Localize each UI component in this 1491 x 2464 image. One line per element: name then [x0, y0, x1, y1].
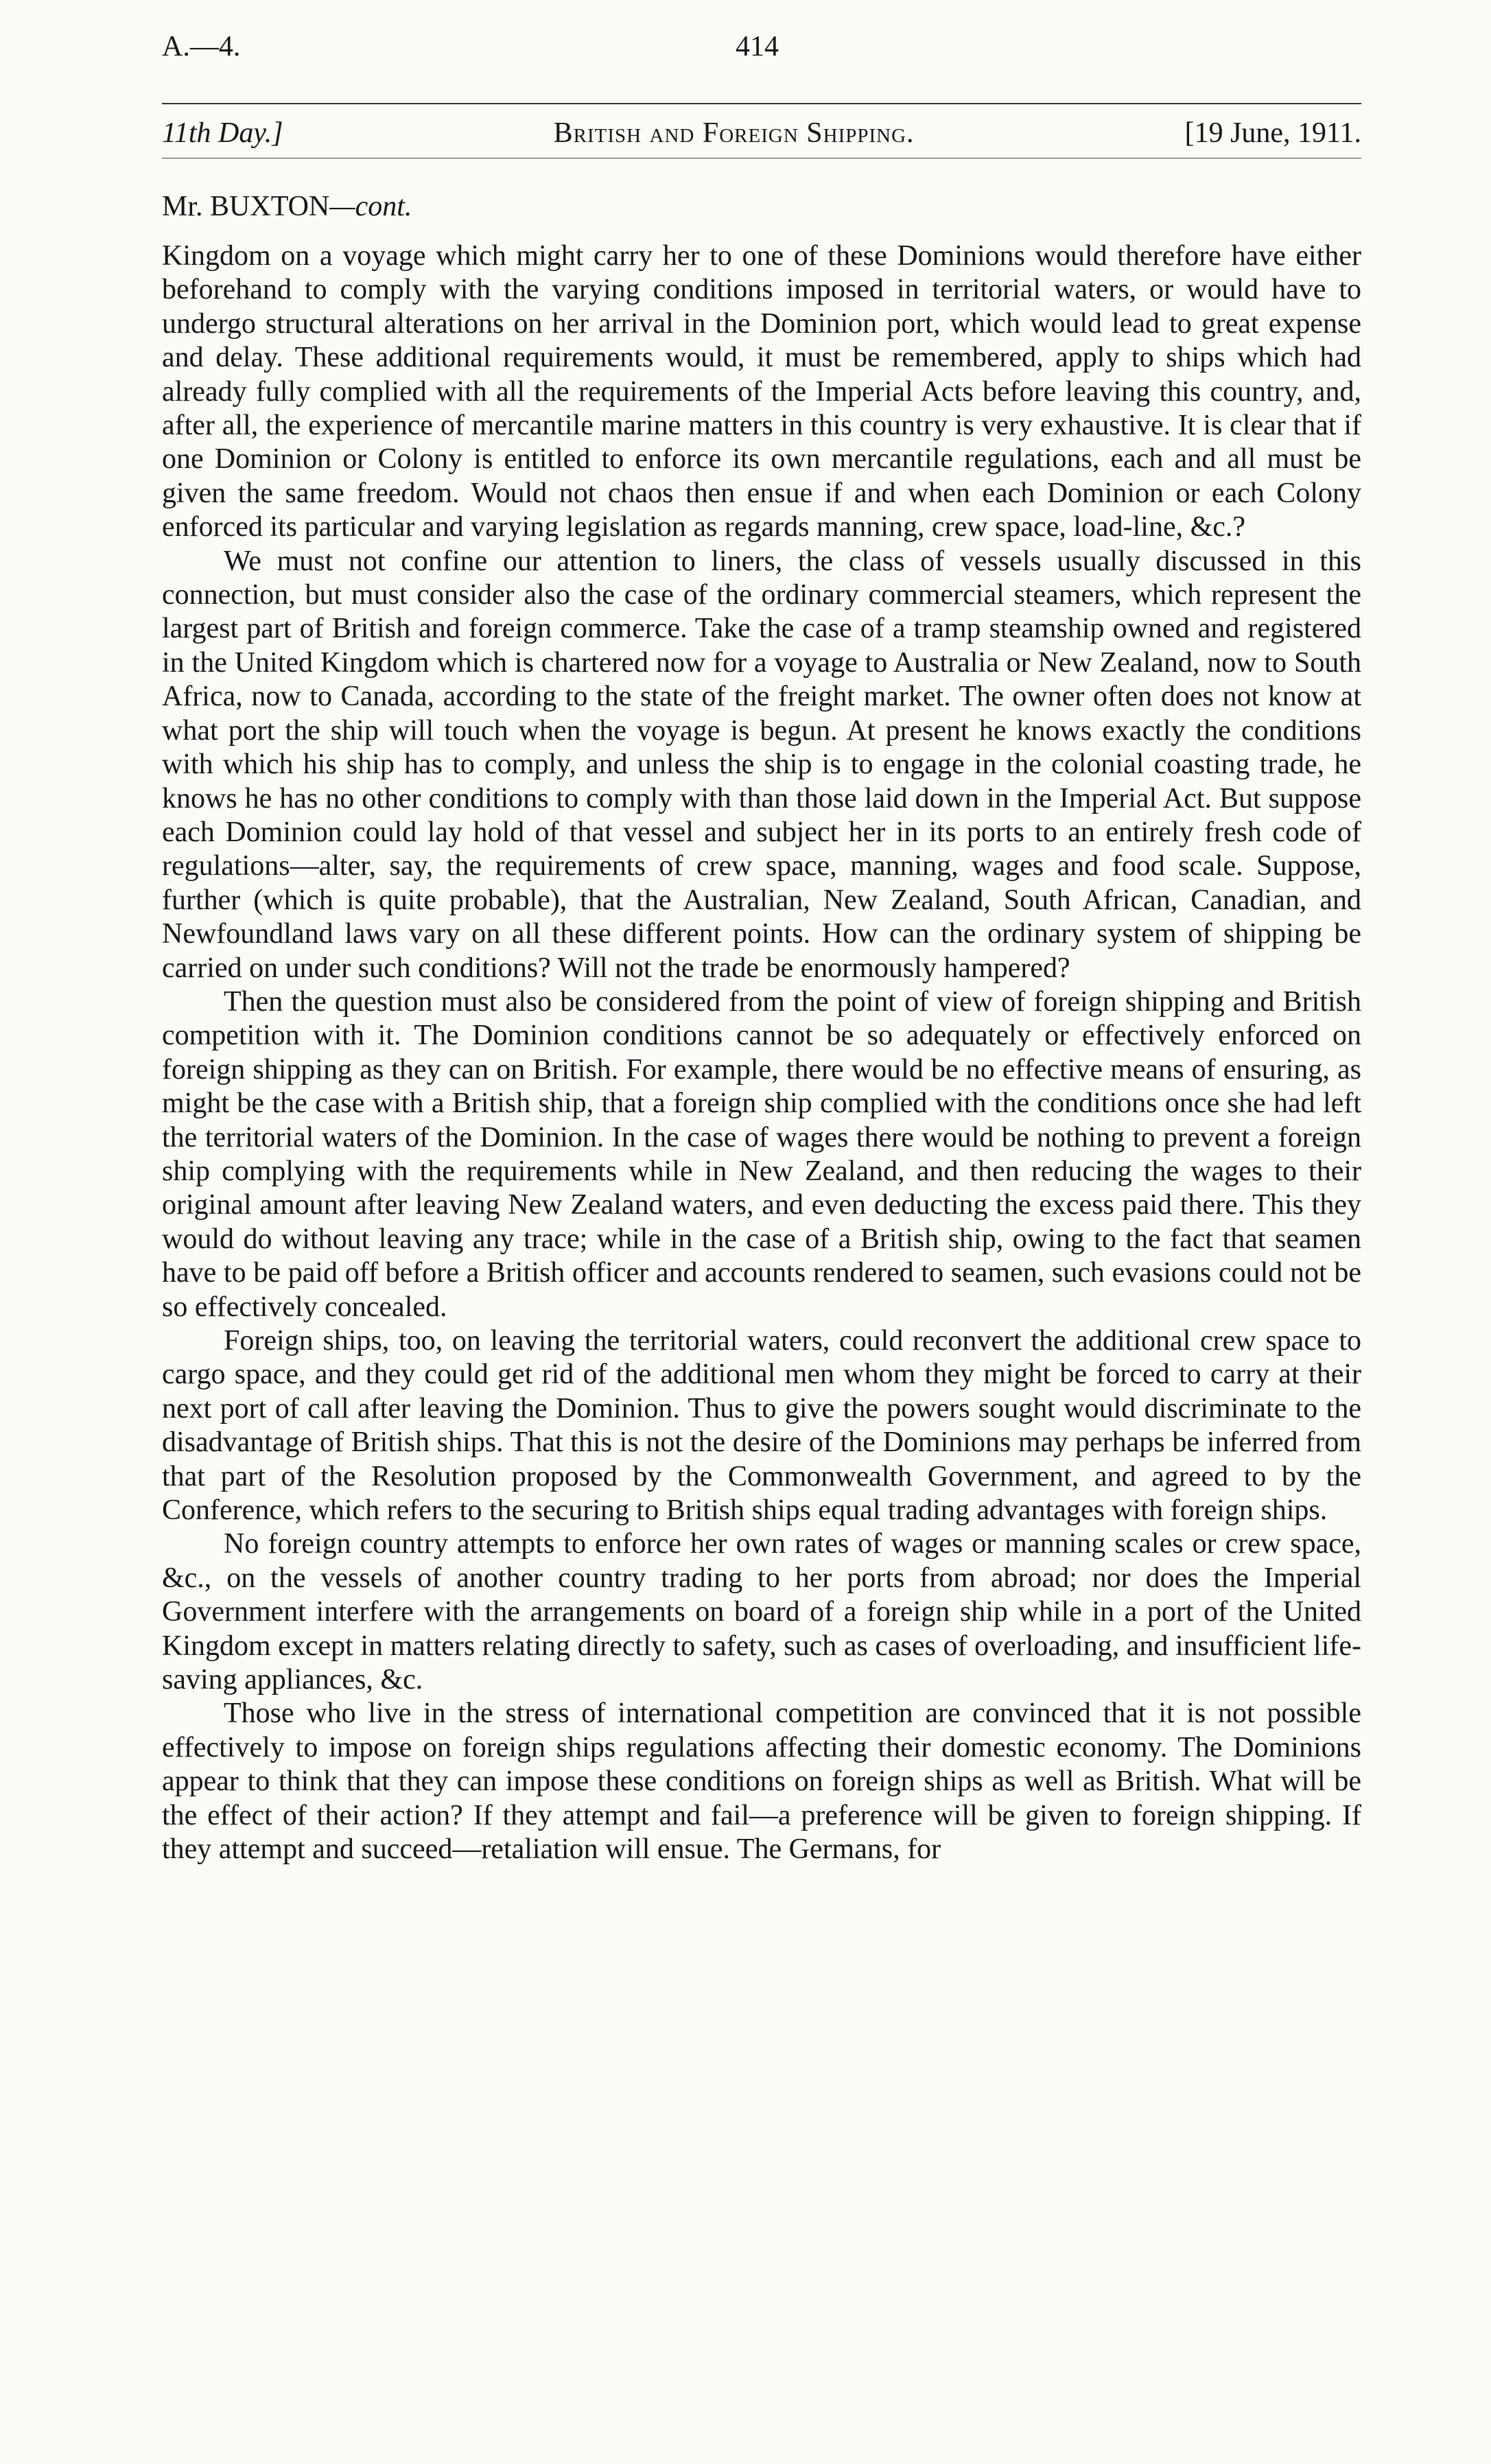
paragraph: Those who live in the stress of international competition are convinced that it is not possible effectively to impose on foreign ships regulations affecting their domestic economy. The Dominions appear to think that they can impose these conditions on foreign ships as well as British. What will be the effect of their action? If they attempt and fail—a preference will be given to foreign shipping. If they attempt and succeed—retaliation will ensue. The Germans, for	[162, 1698, 1361, 1866]
paragraph: We must not confine our attention to liners, the class of vessels usually discussed in this connection, but must consider also the case of the ordinary commercial steamers, which represent the largest part of British and foreign commerce. Take the case of a tramp steamship owned and registered in the United Kingdom which is chartered now for a voyage to Australia or New Zealand, now to South Africa, now to Canada, according to the state of the freight market. The owner often does not know at what port the ship will touch when the voyage is begun. At present he knows exactly the conditions with which his ship has to comply, and unless the ship is to engage in the colonial coasting trade, he knows he has no other conditions to comply with than those laid down in the Imperial Act. But suppose each Dominion could lay hold of that vessel and subject her in its ports to an entirely fresh code of regulations—alter, say, the requirements of crew space, manning, wages and food scale. Suppose, further (which is quite probable), that the Australian, New Zealand, South African, Canadian, and Newfoundland laws vary on all these different points. How can the ordinary system of shipping be carried on under such conditions? Will not the trade be enormously hampered?	[162, 545, 1361, 984]
paragraph: Kingdom on a voyage which might carry her to one of these Dominions would therefore have either beforehand to comply with the varying conditions imposed in territorial waters, or would have to undergo structural alterations on her arrival in the Dominion port, which would lead to great expense and delay. These additional requirements would, it must be remembered, apply to ships which had already fully complied with all the requirements of the Imperial Acts before leaving this country, and, after all, the experience of mercantile marine matters in this country is very exhaustive. It is clear that if one Dominion or Colony is entitled to enforce its own mercantile regulations, each and all must be given the same freedom. Would not chaos then ensue if and when each Dominion or each Colony enforced its particular and varying legislation as regards manning, crew space, load-line, &c.?	[162, 240, 1361, 543]
sitting-date: [19 June, 1911.	[1184, 117, 1361, 149]
speaker-name: Mr. BUXTON	[162, 191, 330, 222]
body-text	[162, 239, 1361, 1867]
page-number: 414	[736, 31, 779, 62]
sitting-day: 11th Day.]	[162, 117, 283, 149]
paragraph: Foreign ships, too, on leaving the territorial waters, could reconvert the additional crew space to cargo space, and they could get rid of the additional men whom they might be forced to carry at their next port of call after leaving the Dominion. Thus to give the powers sought would discriminate to the disadvantage of British ships. That this is not the desire of the Dominions may perhaps be inferred from that part of the Resolution proposed by the Commonwealth Government, and agreed to by the Conference, which refers to the securing to British ships equal trading advantages with foreign ships.	[162, 1325, 1361, 1527]
paragraph: No foreign country attempts to enforce her own rates of wages or manning scales or crew space, &c., on the vessels of another country trading to her ports from abroad; nor does the Imperial Government interfere with the arrangements on board of a foreign ship while in a port of the United Kingdom except in matters relating directly to safety, such as cases of overloading, and insufficient life-saving appliances, &c.	[162, 1528, 1361, 1696]
section-header	[162, 104, 1361, 158]
speaker-continued: —cont.	[329, 191, 412, 222]
speaker-heading	[162, 190, 1361, 223]
header-rule-bottom	[162, 158, 1361, 159]
section-title: British and Foreign Shipping.	[553, 117, 915, 149]
paper-reference: A.—4.	[162, 31, 241, 62]
paragraph: Then the question must also be considered from the point of view of foreign shipping and British competition with it. The Dominion conditions cannot be so adequately or effectively enforced on foreign shipping as they can on British. For example, there would be no effective means of ensuring, as might be the case with a British ship, that a foreign ship complied with the conditions once she had left the territorial waters of the Dominion. In the case of wages there would be nothing to prevent a foreign ship complying with the requirements while in New Zealand, and then reducing the wages to their original amount after leaving New Zealand waters, and even deducting the excess paid there. This they would do without leaving any trace; while in the case of a British ship, owing to the fact that seamen have to be paid off before a British officer and accounts rendered to seamen, such evasions could not be so effectively concealed.	[162, 985, 1361, 1323]
document-page	[162, 30, 1361, 1867]
running-head	[162, 30, 1361, 75]
